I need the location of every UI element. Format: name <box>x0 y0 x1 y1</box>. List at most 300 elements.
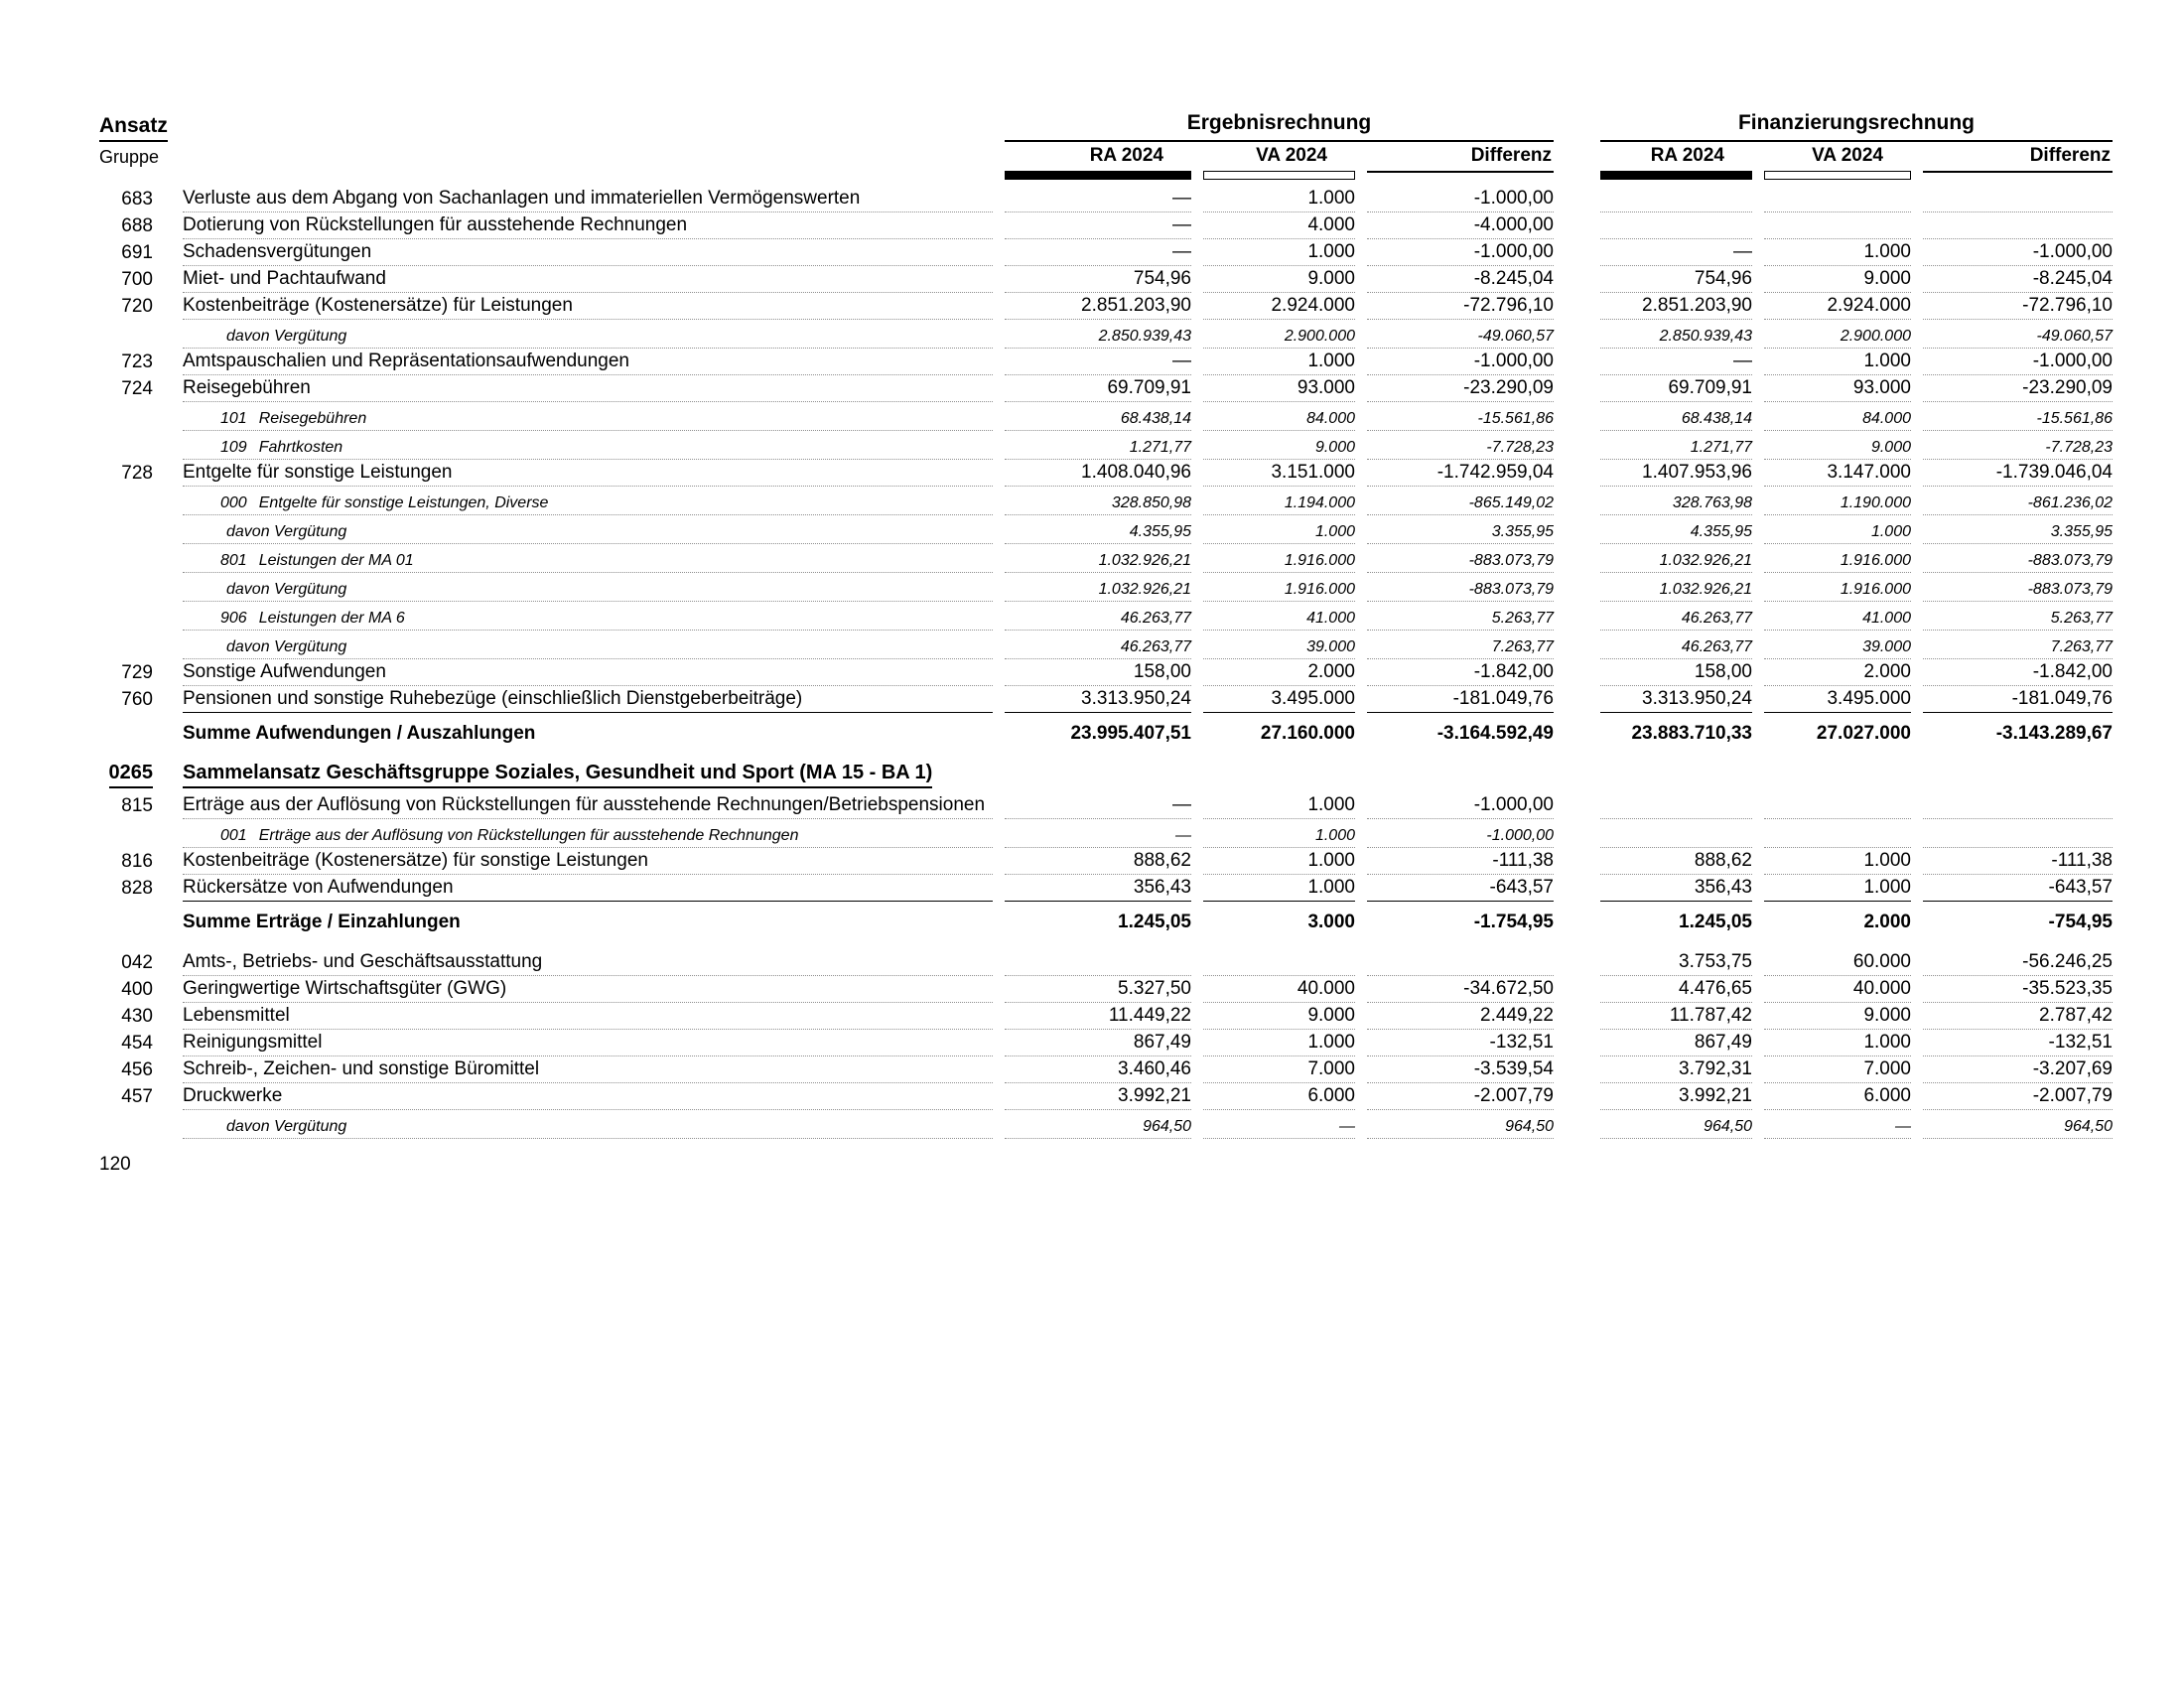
row-label: Amts-, Betriebs- und Geschäftsausstattung <box>183 951 993 976</box>
row-value: 1.032.926,21 <box>1005 581 1191 602</box>
row-value: 7.000 <box>1764 1058 1911 1083</box>
row-label: Pensionen und sonstige Ruhebezüge (einschließlich Dienstgeberbeiträge) <box>183 688 993 713</box>
row-value: 9.000 <box>1764 439 1911 460</box>
page-footer <box>99 1154 2113 1176</box>
column-spacer <box>1566 1108 1588 1110</box>
row-value: -883.073,79 <box>1923 552 2113 573</box>
row-value: -49.060,57 <box>1367 328 1554 349</box>
row-value: -132,51 <box>1367 1032 1554 1056</box>
erg-col-header-ra2024 <box>1005 145 1191 180</box>
row-label: Schadensvergütungen <box>183 241 993 266</box>
row-value: — <box>1764 1118 1911 1139</box>
row-code: 0265 <box>99 762 171 790</box>
row-value: 1.000 <box>1764 1032 1911 1056</box>
row-value: -1.842,00 <box>1367 661 1554 686</box>
row-value: 888,62 <box>1600 850 1752 875</box>
row-value <box>1764 236 1911 239</box>
row-value: 7.263,77 <box>1367 638 1554 659</box>
table-row <box>99 1003 2113 1030</box>
row-value: -1.000,00 <box>1367 241 1554 266</box>
row-value: -181.049,76 <box>1367 688 1554 713</box>
row-label: Lebensmittel <box>183 1005 993 1030</box>
row-value: 1.408.040,96 <box>1005 462 1191 487</box>
row-value: 1.407.953,96 <box>1600 462 1752 487</box>
column-spacer <box>1566 264 1588 266</box>
row-value: 2.000 <box>1764 661 1911 686</box>
row-value: -1.000,00 <box>1367 794 1554 819</box>
row-value: 2.851.203,90 <box>1005 295 1191 320</box>
table-row <box>99 460 2113 487</box>
table-row <box>99 320 2113 349</box>
row-value <box>1923 210 2113 212</box>
row-value: 39.000 <box>1203 638 1355 659</box>
row-value: -49.060,57 <box>1923 328 2113 349</box>
row-value: 3.495.000 <box>1764 688 1911 713</box>
column-spacer <box>1566 318 1588 320</box>
row-value: 40.000 <box>1764 978 1911 1003</box>
row-label: davon Vergütung <box>183 328 993 349</box>
row-value: 1.032.926,21 <box>1600 581 1752 602</box>
row-value: 1.916.000 <box>1203 581 1355 602</box>
row-value: -883.073,79 <box>1367 552 1554 573</box>
row-value: 1.000 <box>1764 241 1911 266</box>
row-value: -861.236,02 <box>1923 494 2113 515</box>
table-row <box>99 266 2113 293</box>
erg-col-header-differenz <box>1367 145 1554 180</box>
row-value: 9.000 <box>1203 439 1355 460</box>
row-label: 801 Leistungen der MA 01 <box>183 552 993 573</box>
row-label: Rückersätze von Aufwendungen <box>183 877 993 902</box>
table-row <box>99 349 2113 375</box>
column-spacer <box>1566 629 1588 631</box>
row-value: 6.000 <box>1764 1085 1911 1110</box>
column-spacer <box>1566 900 1588 902</box>
table-row <box>99 431 2113 460</box>
row-label: Reinigungsmittel <box>183 1032 993 1056</box>
table-header-titles <box>99 111 2113 142</box>
row-value <box>1764 816 1911 819</box>
column-spacer <box>1566 211 1588 212</box>
column-spacer <box>1566 657 1588 659</box>
table-row <box>99 659 2113 686</box>
row-code <box>99 571 171 573</box>
row-value: 5.263,77 <box>1367 610 1554 631</box>
row-value: -1.000,00 <box>1367 827 1554 848</box>
row-code: 400 <box>121 979 153 1001</box>
row-code <box>99 745 171 747</box>
row-code: 457 <box>121 1086 153 1108</box>
row-value: -111,38 <box>1923 850 2113 875</box>
row-value: 5.263,77 <box>1923 610 2113 631</box>
table-row <box>99 573 2113 602</box>
row-value: 1.000 <box>1203 877 1355 902</box>
fin-va2024-label: VA 2024 <box>1812 145 1883 166</box>
report-table <box>99 0 2113 1139</box>
row-value: 2.850.939,43 <box>1600 328 1752 349</box>
row-value: -3.539,54 <box>1367 1058 1554 1083</box>
table-row <box>99 902 2113 935</box>
table-row <box>99 515 2113 544</box>
row-value: 93.000 <box>1764 377 1911 402</box>
column-spacer <box>1566 542 1588 544</box>
table-row <box>99 875 2113 902</box>
table-row <box>99 848 2113 875</box>
row-code <box>99 933 171 935</box>
table-row <box>99 1083 2113 1110</box>
row-value: 1.000 <box>1764 523 1911 544</box>
row-value: -1.754,95 <box>1473 912 1554 933</box>
row-value: 5.327,50 <box>1005 978 1191 1003</box>
row-value: 84.000 <box>1764 410 1911 431</box>
row-value: -181.049,76 <box>1923 688 2113 713</box>
column-spacer <box>1566 600 1588 602</box>
row-code: 042 <box>121 952 153 974</box>
row-label: Schreib-, Zeichen- und sonstige Büromittel <box>183 1058 993 1083</box>
row-label: Sonstige Aufwendungen <box>183 661 993 686</box>
row-code <box>99 458 171 460</box>
row-code: 720 <box>121 296 153 318</box>
row-value: 60.000 <box>1764 951 1911 976</box>
row-value: 9.000 <box>1203 1005 1355 1030</box>
column-spacer <box>1566 684 1588 686</box>
row-value: -132,51 <box>1923 1032 2113 1056</box>
row-value: 3.992,21 <box>1005 1085 1191 1110</box>
row-value: -72.796,10 <box>1923 295 2113 320</box>
page-number: 120 <box>99 1154 2113 1176</box>
table-row <box>99 602 2113 631</box>
row-value: 158,00 <box>1005 661 1191 686</box>
row-value: 3.313.950,24 <box>1600 688 1752 713</box>
row-value: 964,50 <box>1005 1118 1191 1139</box>
column-spacer <box>1566 485 1588 487</box>
table-row <box>99 186 2113 212</box>
row-value: 3.000 <box>1307 912 1355 933</box>
row-value: -23.290,09 <box>1923 377 2113 402</box>
row-value: -754,95 <box>2048 912 2113 933</box>
row-label: 906 Leistungen der MA 6 <box>183 610 993 631</box>
column-spacer <box>1566 1137 1588 1139</box>
row-value: 46.263,77 <box>1005 610 1191 631</box>
row-value: 3.151.000 <box>1203 462 1355 487</box>
row-value: -15.561,86 <box>1367 410 1554 431</box>
gruppe-label: Gruppe <box>99 147 160 167</box>
row-value: 41.000 <box>1203 610 1355 631</box>
row-value: 964,50 <box>1923 1118 2113 1139</box>
table-header-columns <box>99 145 2113 180</box>
row-label: 109 Fahrtkosten <box>183 439 993 460</box>
erg-va2024-hollow-bar <box>1203 171 1355 180</box>
row-value: 2.000 <box>1203 661 1355 686</box>
table-row <box>99 949 2113 976</box>
erg-differenz-rule <box>1367 171 1554 180</box>
row-label: Kostenbeiträge (Kostenersätze) für sonstige Leistungen <box>183 850 993 875</box>
ansatz-label: Ansatz <box>99 114 168 142</box>
row-value: -3.143.289,67 <box>1995 723 2113 745</box>
row-value: 2.850.939,43 <box>1005 328 1191 349</box>
column-spacer <box>1566 1055 1588 1056</box>
row-value: 1.916.000 <box>1203 552 1355 573</box>
row-code <box>99 846 171 848</box>
row-value: — <box>1203 1118 1355 1139</box>
table-row <box>99 544 2113 573</box>
column-spacer <box>1566 846 1588 848</box>
row-value: -3.207,69 <box>1923 1058 2113 1083</box>
table-row <box>99 713 2113 747</box>
row-value: 2.000 <box>1863 912 1911 933</box>
row-value: 9.000 <box>1764 1005 1911 1030</box>
row-value: 46.263,77 <box>1005 638 1191 659</box>
fin-va2024-hollow-bar <box>1764 171 1911 180</box>
row-value: 69.709,91 <box>1005 377 1191 402</box>
row-value <box>1600 210 1752 212</box>
column-spacer <box>1566 458 1588 460</box>
column-spacer <box>1566 974 1588 976</box>
row-value: — <box>1005 827 1191 848</box>
row-value: 11.449,22 <box>1005 1005 1191 1030</box>
row-value: -4.000,00 <box>1367 214 1554 239</box>
row-value: -865.149,02 <box>1367 494 1554 515</box>
row-value: 1.000 <box>1203 523 1355 544</box>
row-value: 328.850,98 <box>1005 494 1191 515</box>
column-spacer <box>1566 1001 1588 1003</box>
row-value: 2.787,42 <box>1923 1005 2113 1030</box>
section-header-row <box>99 757 2113 790</box>
row-code <box>99 1137 171 1139</box>
row-value: 6.000 <box>1203 1085 1355 1110</box>
row-code: 728 <box>121 463 153 485</box>
row-value: 23.995.407,51 <box>1070 723 1191 745</box>
row-value: -1.739.046,04 <box>1923 462 2113 487</box>
column-spacer <box>1566 373 1588 375</box>
row-label: 001 Erträge aus der Auflösung von Rückstellungen für ausstehende Rechnungen <box>183 827 993 848</box>
table-row <box>99 1030 2113 1056</box>
row-value: 1.000 <box>1203 188 1355 212</box>
table-row <box>99 631 2113 659</box>
erg-ra2024-solid-bar <box>1005 171 1191 180</box>
row-value: 4.355,95 <box>1600 523 1752 544</box>
fin-ra2024-label: RA 2024 <box>1650 145 1724 166</box>
row-value: -2.007,79 <box>1367 1085 1554 1110</box>
row-value: 1.000 <box>1203 794 1355 819</box>
row-value: 2.449,22 <box>1367 1005 1554 1030</box>
table-row <box>99 293 2113 320</box>
row-value: 3.355,95 <box>1923 523 2113 544</box>
row-code <box>99 600 171 602</box>
row-value: 9.000 <box>1203 268 1355 293</box>
row-value: 1.000 <box>1203 850 1355 875</box>
row-value: 1.916.000 <box>1764 552 1911 573</box>
table-row <box>99 375 2113 402</box>
row-code: 430 <box>121 1006 153 1028</box>
erg-ra2024-label: RA 2024 <box>1089 145 1163 166</box>
row-label: Miet- und Pachtaufwand <box>183 268 993 293</box>
row-label: Summe Erträge / Einzahlungen <box>183 912 461 933</box>
row-value: -1.000,00 <box>1923 351 2113 375</box>
row-code: 723 <box>121 352 153 373</box>
row-value: -111,38 <box>1367 850 1554 875</box>
row-value: 1.194.000 <box>1203 494 1355 515</box>
column-spacer <box>1566 513 1588 515</box>
row-value: 1.000 <box>1203 827 1355 848</box>
row-value: 2.851.203,90 <box>1600 295 1752 320</box>
row-code <box>99 657 171 659</box>
table-row <box>99 819 2113 848</box>
row-value: 328.763,98 <box>1600 494 1752 515</box>
row-value: 39.000 <box>1764 638 1911 659</box>
row-value: 1.000 <box>1764 351 1911 375</box>
row-label: Verluste aus dem Abgang von Sachanlagen und immateriellen Vermögenswerten <box>183 188 993 212</box>
finanzierungsrechnung-title: Finanzierungsrechnung <box>1600 111 2113 142</box>
row-value: 84.000 <box>1203 410 1355 431</box>
row-value: — <box>1005 794 1191 819</box>
row-label: Druckwerke <box>183 1085 993 1110</box>
row-value: 1.271,77 <box>1600 439 1752 460</box>
row-value: 68.438,14 <box>1005 410 1191 431</box>
column-spacer <box>1566 291 1588 293</box>
column-spacer <box>1566 429 1588 431</box>
row-label: Sammelansatz Geschäftsgruppe Soziales, Gesundheit und Sport (MA 15 - BA 1) <box>183 762 2113 790</box>
row-code: 456 <box>121 1059 153 1081</box>
column-spacer <box>1566 1081 1588 1083</box>
row-value: 1.000 <box>1764 877 1911 902</box>
table-row <box>99 686 2113 713</box>
row-value: 69.709,91 <box>1600 377 1752 402</box>
row-value: 27.027.000 <box>1816 723 1911 745</box>
row-value <box>1203 973 1355 976</box>
row-value: 3.147.000 <box>1764 462 1911 487</box>
row-value: — <box>1005 351 1191 375</box>
row-code <box>99 347 171 349</box>
row-value: -34.672,50 <box>1367 978 1554 1003</box>
row-value: 2.924.000 <box>1203 295 1355 320</box>
row-value: — <box>1005 241 1191 266</box>
row-label: Reisegebühren <box>183 377 993 402</box>
fin-col-header-va2024 <box>1764 145 1911 180</box>
row-code <box>99 513 171 515</box>
row-value: -7.728,23 <box>1367 439 1554 460</box>
row-value: 356,43 <box>1600 877 1752 902</box>
row-label: davon Vergütung <box>183 638 993 659</box>
row-value: 11.787,42 <box>1600 1005 1752 1030</box>
row-value: 23.883.710,33 <box>1631 723 1752 745</box>
table-row <box>99 1056 2113 1083</box>
row-value: 754,96 <box>1005 268 1191 293</box>
table-row <box>99 402 2113 431</box>
row-code: 729 <box>121 662 153 684</box>
row-value: -883.073,79 <box>1367 581 1554 602</box>
row-value: 158,00 <box>1600 661 1752 686</box>
column-spacer <box>1566 873 1588 875</box>
column-spacer <box>1566 400 1588 402</box>
row-code: 691 <box>121 242 153 264</box>
row-code: 760 <box>121 689 153 711</box>
row-value: 3.313.950,24 <box>1005 688 1191 713</box>
row-value: 2.900.000 <box>1764 328 1911 349</box>
row-value: -1.000,00 <box>1923 241 2113 266</box>
erg-differenz-label: Differenz <box>1470 145 1552 166</box>
row-value: 4.000 <box>1203 214 1355 239</box>
row-value: -8.245,04 <box>1367 268 1554 293</box>
row-value: 7.263,77 <box>1923 638 2113 659</box>
row-label: 101 Reisegebühren <box>183 410 993 431</box>
row-label: Entgelte für sonstige Leistungen <box>183 462 993 487</box>
fin-col-header-ra2024 <box>1600 145 1752 180</box>
row-value: 1.916.000 <box>1764 581 1911 602</box>
row-value: — <box>1005 188 1191 212</box>
row-value: -8.245,04 <box>1923 268 2113 293</box>
column-spacer <box>1566 933 1588 935</box>
row-value: 93.000 <box>1203 377 1355 402</box>
row-label: Kostenbeiträge (Kostenersätze) für Leistungen <box>183 295 993 320</box>
row-value: 4.355,95 <box>1005 523 1191 544</box>
row-label: Geringwertige Wirtschaftsgüter (GWG) <box>183 978 993 1003</box>
row-value: 1.032.926,21 <box>1005 552 1191 573</box>
row-value <box>1367 973 1554 976</box>
row-value: 356,43 <box>1005 877 1191 902</box>
row-value: 7.000 <box>1203 1058 1355 1083</box>
row-value: -35.523,35 <box>1923 978 2113 1003</box>
row-value: -23.290,09 <box>1367 377 1554 402</box>
row-value <box>1923 845 2113 848</box>
row-value: 9.000 <box>1764 268 1911 293</box>
row-value: -1.742.959,04 <box>1367 462 1554 487</box>
erg-col-header-va2024 <box>1203 145 1355 180</box>
row-value: 964,50 <box>1367 1118 1554 1139</box>
row-code <box>99 629 171 631</box>
row-code: 683 <box>121 189 153 211</box>
row-value: -72.796,10 <box>1367 295 1554 320</box>
table-body <box>99 186 2113 1139</box>
row-value: 888,62 <box>1005 850 1191 875</box>
row-value: -3.164.592,49 <box>1436 723 1554 745</box>
row-value: 867,49 <box>1600 1032 1752 1056</box>
row-label: Amtspauschalien und Repräsentationsaufwendungen <box>183 351 993 375</box>
row-value <box>1764 210 1911 212</box>
row-value: 3.992,21 <box>1600 1085 1752 1110</box>
column-spacer <box>1566 237 1588 239</box>
row-value: 3.495.000 <box>1203 688 1355 713</box>
row-value: 1.245,05 <box>1118 912 1191 933</box>
row-code: 688 <box>121 215 153 237</box>
row-value <box>1600 236 1752 239</box>
row-value: — <box>1005 214 1191 239</box>
row-value: 46.263,77 <box>1600 638 1752 659</box>
fin-col-header-differenz <box>1923 145 2113 180</box>
row-value <box>1764 845 1911 848</box>
fin-ra2024-solid-bar <box>1600 171 1752 180</box>
row-value: -1.000,00 <box>1367 188 1554 212</box>
column-spacer <box>1566 817 1588 819</box>
row-value: 3.355,95 <box>1367 523 1554 544</box>
table-row <box>99 976 2113 1003</box>
row-value: -643,57 <box>1923 877 2113 902</box>
row-value <box>1923 816 2113 819</box>
row-code: 828 <box>121 878 153 900</box>
row-value: 964,50 <box>1600 1118 1752 1139</box>
row-value: -1.000,00 <box>1367 351 1554 375</box>
row-value: -1.842,00 <box>1923 661 2113 686</box>
row-value: 3.792,31 <box>1600 1058 1752 1083</box>
row-value: -7.728,23 <box>1923 439 2113 460</box>
column-spacer <box>1566 347 1588 349</box>
column-spacer <box>1566 1028 1588 1030</box>
row-code: 815 <box>121 795 153 817</box>
row-value: 1.000 <box>1203 351 1355 375</box>
row-value <box>1923 236 2113 239</box>
row-value: 27.160.000 <box>1260 723 1355 745</box>
row-label: davon Vergütung <box>183 581 993 602</box>
row-value: 754,96 <box>1600 268 1752 293</box>
